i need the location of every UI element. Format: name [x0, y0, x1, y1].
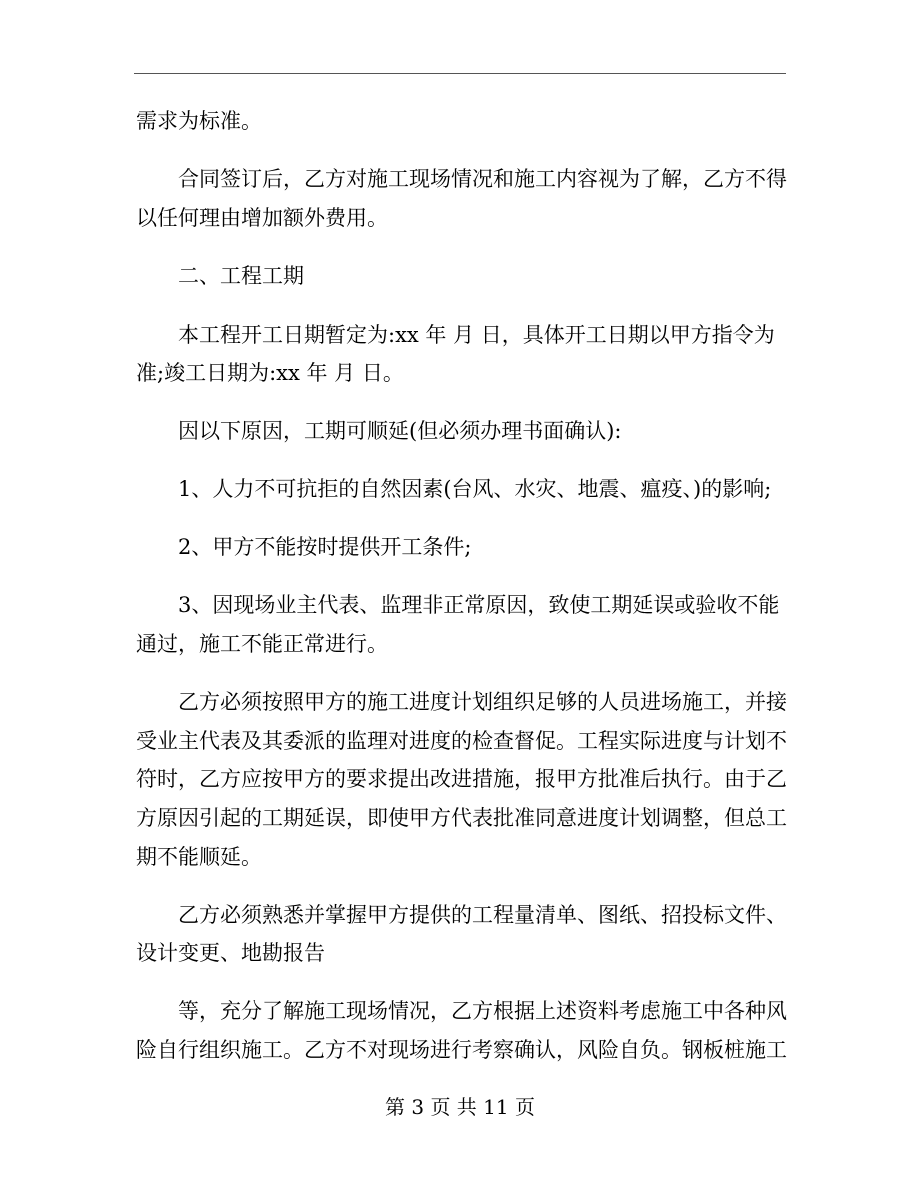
text-line: 准;竣工日期为:xx 年 月 日。: [136, 361, 404, 385]
text-line: 期不能顺延。: [136, 845, 262, 869]
list-item: 2、甲方不能按时提供开工条件;: [178, 535, 472, 559]
text-line: 设计变更、地勘报告: [136, 941, 325, 965]
header-rule: [134, 73, 786, 74]
text-line: 本工程开工日期暂定为:xx 年 月 日，具体开工日期以甲方指令为: [178, 323, 775, 347]
section-heading: 二、工程工期: [178, 264, 304, 288]
text-line: 符时，乙方应按甲方的要求提出改进措施，报甲方批准后执行。由于乙: [136, 767, 787, 791]
text-line: 合同签订后，乙方对施工现场情况和施工内容视为了解，乙方不得: [178, 167, 787, 191]
page-number: 第 3 页 共 11 页: [385, 1095, 535, 1119]
text-line: 受业主代表及其委派的监理对进度的检查督促。工程实际进度与计划不: [136, 729, 787, 753]
text-line: 乙方必须按照甲方的施工进度计划组织足够的人员进场施工，并接: [178, 690, 787, 714]
text-line: 险自行组织施工。乙方不对现场进行考察确认，风险自负。钢板桩施工: [136, 1038, 787, 1062]
text-line: 等，充分了解施工现场情况，乙方根据上述资料考虑施工中各种风: [178, 999, 787, 1023]
text-line: 乙方必须熟悉并掌握甲方提供的工程量清单、图纸、招投标文件、: [178, 903, 787, 927]
text-line: 以任何理由增加额外费用。: [136, 206, 388, 230]
list-item: 1、人力不可抗拒的自然因素(台风、水灾、地震、瘟疫、)的影响;: [178, 477, 772, 501]
text-line: 通过，施工不能正常进行。: [136, 632, 388, 656]
text-line: 需求为标准。: [136, 109, 262, 133]
text-line: 方原因引起的工期延误，即使甲方代表批准同意进度计划调整，但总工: [136, 806, 787, 830]
list-item: 3、因现场业主代表、监理非正常原因，致使工期延误或验收不能: [178, 593, 780, 617]
text-line: 因以下原因，工期可顺延(但必须办理书面确认):: [178, 419, 622, 443]
